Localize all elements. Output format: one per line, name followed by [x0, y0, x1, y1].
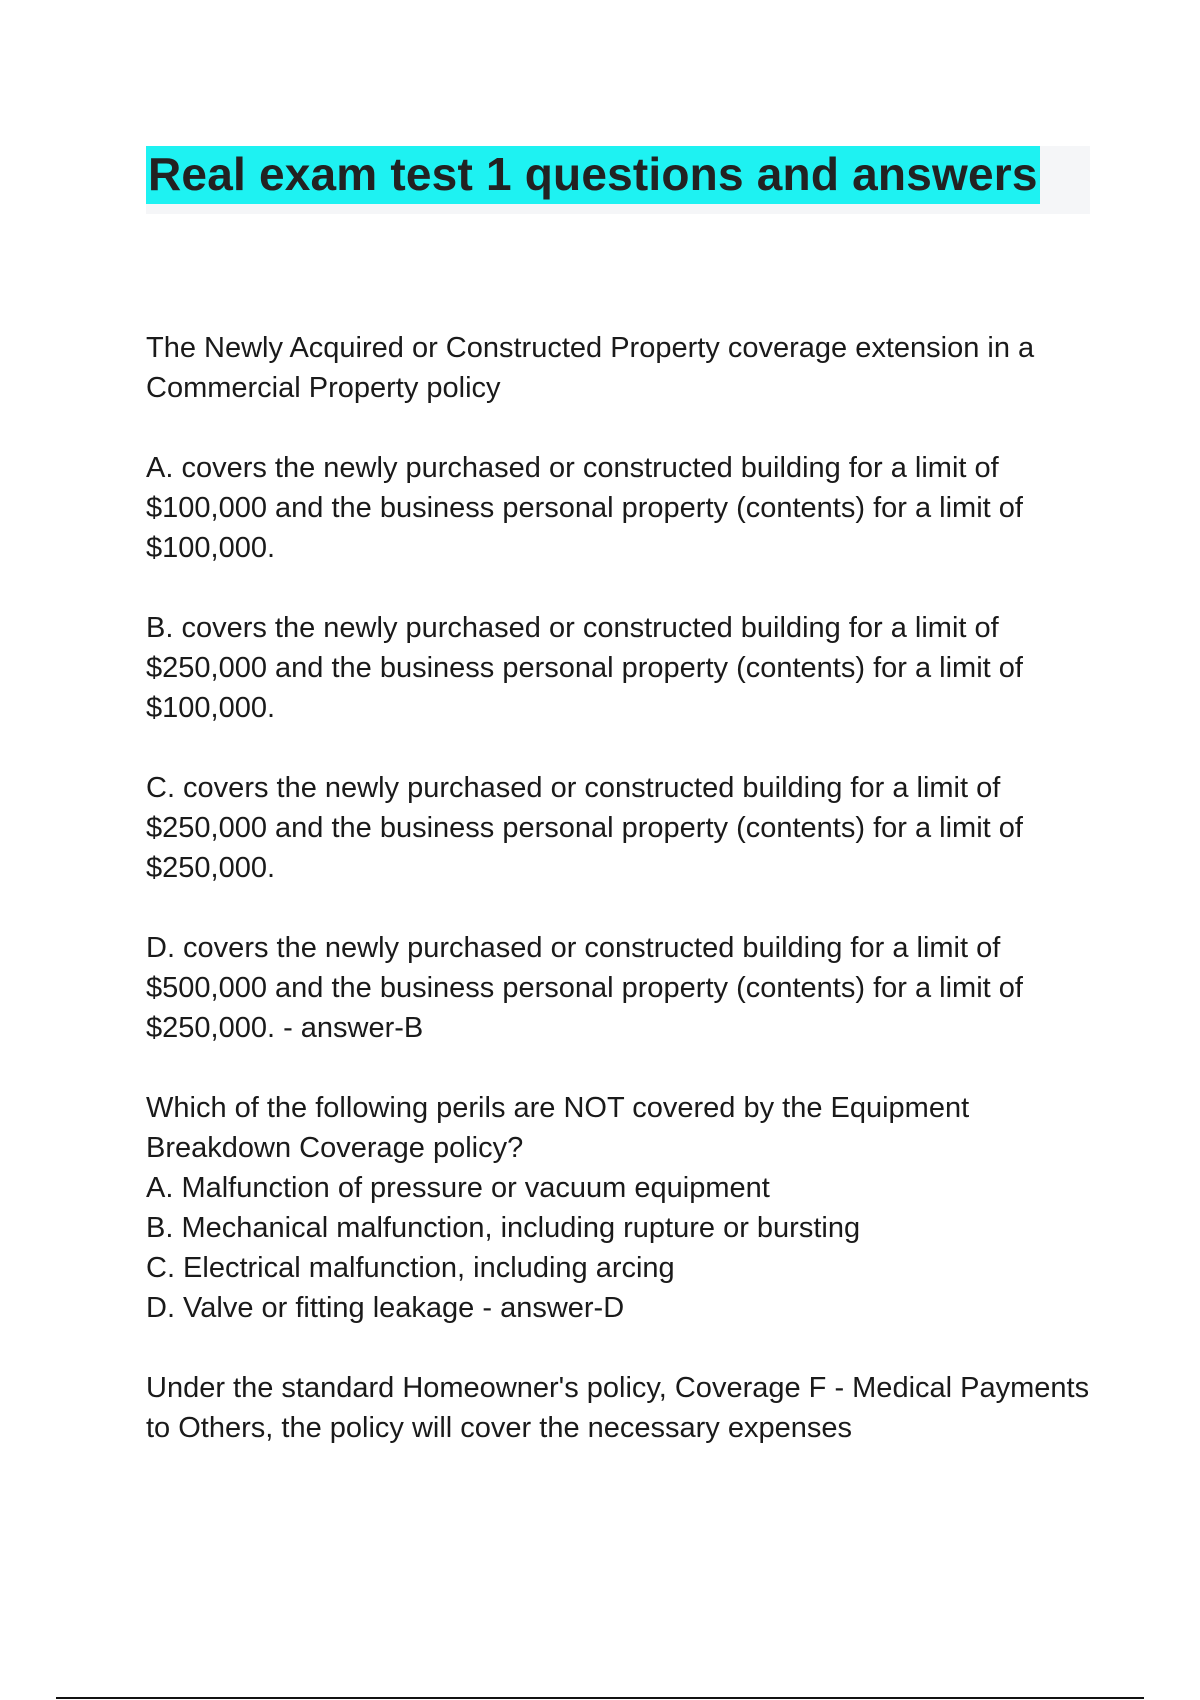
- question-2-stem: Which of the following perils are NOT covered by the Equipment Breakdown Coverage policy?: [146, 1092, 970, 1164]
- paragraph-gap: [146, 1328, 1090, 1368]
- question-2-option-c: C. Electrical malfunction, including arcing: [146, 1252, 675, 1284]
- question-1-option-a: A. covers the newly purchased or constructed building for a limit of $100,000 and the business personal property (contents) for a limit of $100,000.: [146, 452, 1023, 564]
- question-1-option-d: D. covers the newly purchased or constructed building for a limit of $500,000 and the business personal property (contents) for a limit of $250,000. - answer-B: [146, 932, 1023, 1044]
- question-1-stem: The Newly Acquired or Constructed Property coverage extension in a Commercial Property policy: [146, 332, 1035, 404]
- question-2-option-d: D. Valve or fitting leakage - answer-D: [146, 1292, 625, 1324]
- question-1-option-c: C. covers the newly purchased or constructed building for a limit of $250,000 and the business personal property (contents) for a limit of $250,000.: [146, 772, 1023, 884]
- question-2-option-b: B. Mechanical malfunction, including rupture or bursting: [146, 1212, 861, 1244]
- document-page: [146, 146, 1090, 1488]
- document-title: Real exam test 1 questions and answers: [146, 146, 1040, 204]
- footer-rule: [56, 1697, 1144, 1699]
- question-3-stem: Under the standard Homeowner's policy, Coverage F - Medical Payments to Others, the policy will cover the necessary expenses: [146, 1372, 1090, 1444]
- question-2-option-a: A. Malfunction of pressure or vacuum equipment: [146, 1172, 770, 1204]
- question-1-option-b: B. covers the newly purchased or constructed building for a limit of $250,000 and the business personal property (contents) for a limit of $100,000.: [146, 612, 1023, 724]
- document-body: [146, 328, 1090, 1448]
- title-band: [146, 146, 1090, 214]
